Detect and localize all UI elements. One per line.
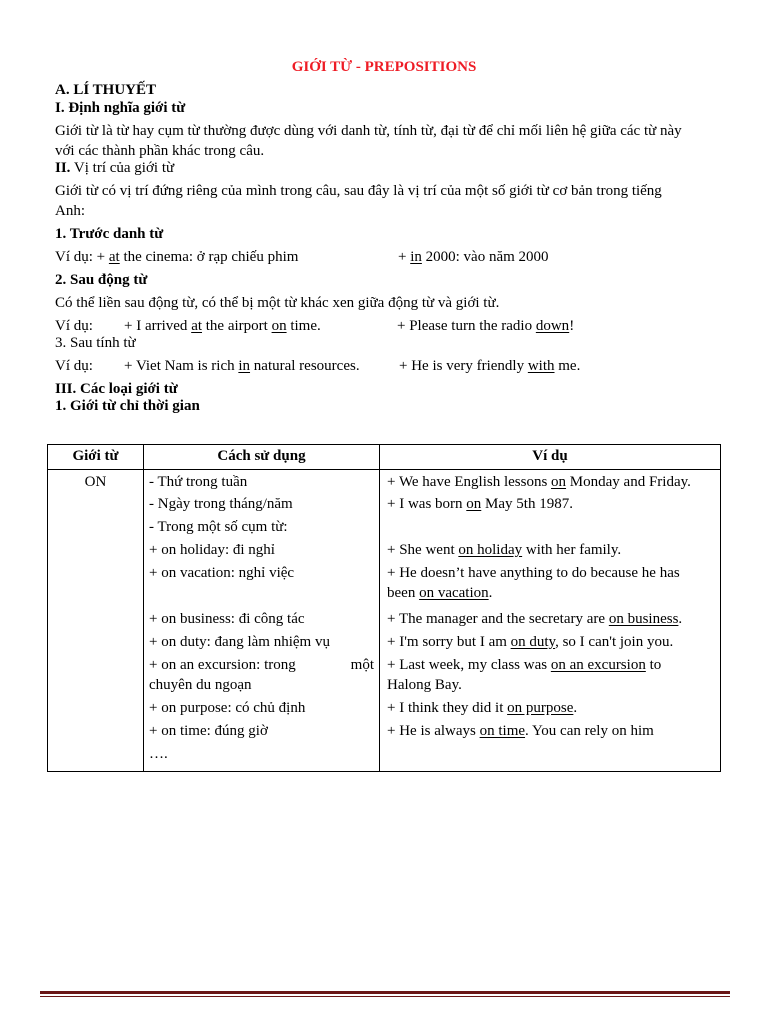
usage-item-continued: chuyên du ngoạn xyxy=(149,677,252,693)
after-verb-heading: 2. Sau động từ xyxy=(55,272,148,288)
preposition-cell xyxy=(48,470,144,772)
example-text: + I'm sorry but I am xyxy=(387,634,511,650)
example-text: to xyxy=(645,657,662,673)
after-verb-description: Có thể liền sau động từ, có thể bị một từ khác xen giữa động từ và giới từ. xyxy=(55,295,500,311)
example-item-continued xyxy=(387,584,715,610)
after-verb-example-label: Ví dụ: xyxy=(55,318,93,334)
example-text: + She went xyxy=(387,542,459,558)
example-text: + The manager and the secretary are xyxy=(387,611,609,627)
before-noun-example-2 xyxy=(398,248,549,266)
example-text: + I think they did it xyxy=(387,700,508,716)
example-label: Ví dụ: + xyxy=(55,249,109,265)
example-text: + He is very friendly xyxy=(399,358,528,374)
preposition-value: ON xyxy=(84,474,107,490)
usage-item: + on holiday: đi nghỉ xyxy=(149,542,275,558)
example-item: + He doesn’t have anything to do because he has xyxy=(387,565,680,581)
highlighted-preposition: on xyxy=(551,474,567,490)
page-title: GIỚI TỪ - PREPOSITIONS xyxy=(291,59,477,75)
highlighted-preposition: on time xyxy=(479,723,526,739)
example-text: + Last week, my class was xyxy=(387,657,551,673)
position-heading xyxy=(55,159,174,177)
usage-item xyxy=(149,656,374,676)
example-item xyxy=(387,541,715,564)
position-text-line2: Anh: xyxy=(55,203,85,219)
example-text: with her family. xyxy=(522,542,622,558)
example-text: natural resources. xyxy=(250,358,360,374)
example-text: Monday and Friday. xyxy=(566,474,691,490)
usage-item: + on time: đúng giờ xyxy=(149,723,268,739)
highlighted-preposition: down xyxy=(535,318,570,334)
highlighted-preposition: on business xyxy=(608,611,679,627)
example-text: ! xyxy=(569,318,575,334)
header-preposition: Giới từ xyxy=(48,445,144,470)
usage-text: + on an excursion: trong xyxy=(149,657,296,673)
example-item xyxy=(387,473,715,495)
example-text: the airport xyxy=(202,318,272,334)
highlighted-preposition: on xyxy=(271,318,287,334)
examples-cell xyxy=(380,470,721,772)
example-item xyxy=(387,722,715,763)
header-example: Ví dụ xyxy=(380,445,721,470)
example-item xyxy=(387,633,715,656)
example-item-continued: Halong Bay. xyxy=(387,677,462,693)
highlighted-preposition: on an excursion xyxy=(550,657,646,673)
after-verb-example-2 xyxy=(397,317,574,335)
example-text: + Please turn the radio xyxy=(397,318,536,334)
table-header-row xyxy=(48,445,721,470)
highlighted-preposition: on xyxy=(466,496,482,512)
usage-item: + on vacation: nghỉ việc xyxy=(149,565,295,581)
example-text: . You can rely on him xyxy=(525,723,654,739)
highlighted-preposition: on purpose xyxy=(507,700,574,716)
after-adjective-example-1 xyxy=(124,357,360,375)
highlighted-preposition: at xyxy=(191,318,203,334)
example-text: May 5th 1987. xyxy=(481,496,573,512)
usage-item: + on purpose: có chủ định xyxy=(149,700,306,716)
example-text: . xyxy=(488,585,493,601)
before-noun-example-1 xyxy=(55,248,298,266)
example-text: + We have English lessons xyxy=(387,474,552,490)
types-heading: III. Các loại giới từ xyxy=(55,381,178,397)
before-noun-heading: 1. Trước danh từ xyxy=(55,226,164,242)
time-prepositions-heading: 1. Giới từ chỉ thời gian xyxy=(55,398,200,414)
definition-text-line2: với các thành phần khác trong câu. xyxy=(55,143,265,159)
example-text: 2000: vào năm 2000 xyxy=(421,249,549,265)
footer-rule xyxy=(40,991,730,994)
highlighted-preposition: in xyxy=(238,358,251,374)
example-text: the cinema: ở rạp chiếu phim xyxy=(119,249,299,265)
example-text: + I was born xyxy=(387,496,467,512)
definition-heading: I. Định nghĩa giới từ xyxy=(55,100,186,116)
example-item xyxy=(387,656,715,676)
highlighted-preposition: on duty xyxy=(510,634,556,650)
example-item xyxy=(387,495,715,541)
example-text: me. xyxy=(554,358,581,374)
after-adjective-heading: 3. Sau tính từ xyxy=(55,335,136,351)
example-text: been xyxy=(387,585,420,601)
example-text: time. xyxy=(286,318,321,334)
usage-text: một xyxy=(350,657,374,673)
after-verb-example-1 xyxy=(124,317,321,335)
usage-item: - Thứ trong tuần xyxy=(149,474,248,490)
section-a-heading: A. LÍ THUYẾT xyxy=(55,82,157,98)
usage-item: - Trong một số cụm từ: xyxy=(149,519,288,535)
definition-text-line1: Giới từ là từ hay cụm từ thường được dùng với danh từ, tính từ, đại từ để chỉ mối liên hệ giữa các từ này xyxy=(55,123,682,139)
highlighted-preposition: with xyxy=(527,358,555,374)
example-text: , so I can't join you. xyxy=(555,634,674,650)
header-usage: Cách sử dụng xyxy=(144,445,380,470)
example-item xyxy=(387,699,715,722)
usage-item: - Ngày trong tháng/năm xyxy=(149,496,293,512)
usage-ellipsis: …. xyxy=(149,746,168,762)
usage-item: + on business: đi công tác xyxy=(149,611,305,627)
usage-item: + on duty: đang làm nhiệm vụ xyxy=(149,634,330,650)
footer-rule-thin xyxy=(40,996,730,997)
example-text: + xyxy=(398,249,411,265)
highlighted-preposition: at xyxy=(108,249,120,265)
example-text: + He is always xyxy=(387,723,480,739)
position-heading-text: Vị trí của giới từ xyxy=(70,160,175,176)
after-adjective-example-2 xyxy=(399,357,580,375)
table-row xyxy=(48,470,721,772)
usage-cell xyxy=(144,470,380,772)
example-text: + I arrived xyxy=(124,318,192,334)
position-heading-number: II. xyxy=(55,160,71,176)
after-adjective-example-label: Ví dụ: xyxy=(55,358,93,374)
highlighted-preposition: in xyxy=(410,249,422,265)
highlighted-preposition: on vacation xyxy=(419,585,489,601)
example-text: . xyxy=(573,700,578,716)
example-text: . xyxy=(678,611,683,627)
position-text-line1: Giới từ có vị trí đứng riêng của mình trong câu, sau đây là vị trí của một số giới từ cơ bản trong tiếng xyxy=(55,183,662,199)
highlighted-preposition: on holiday xyxy=(458,542,523,558)
prepositions-table xyxy=(47,444,721,772)
example-text: + Viet Nam is rich xyxy=(124,358,239,374)
example-item xyxy=(387,610,715,633)
